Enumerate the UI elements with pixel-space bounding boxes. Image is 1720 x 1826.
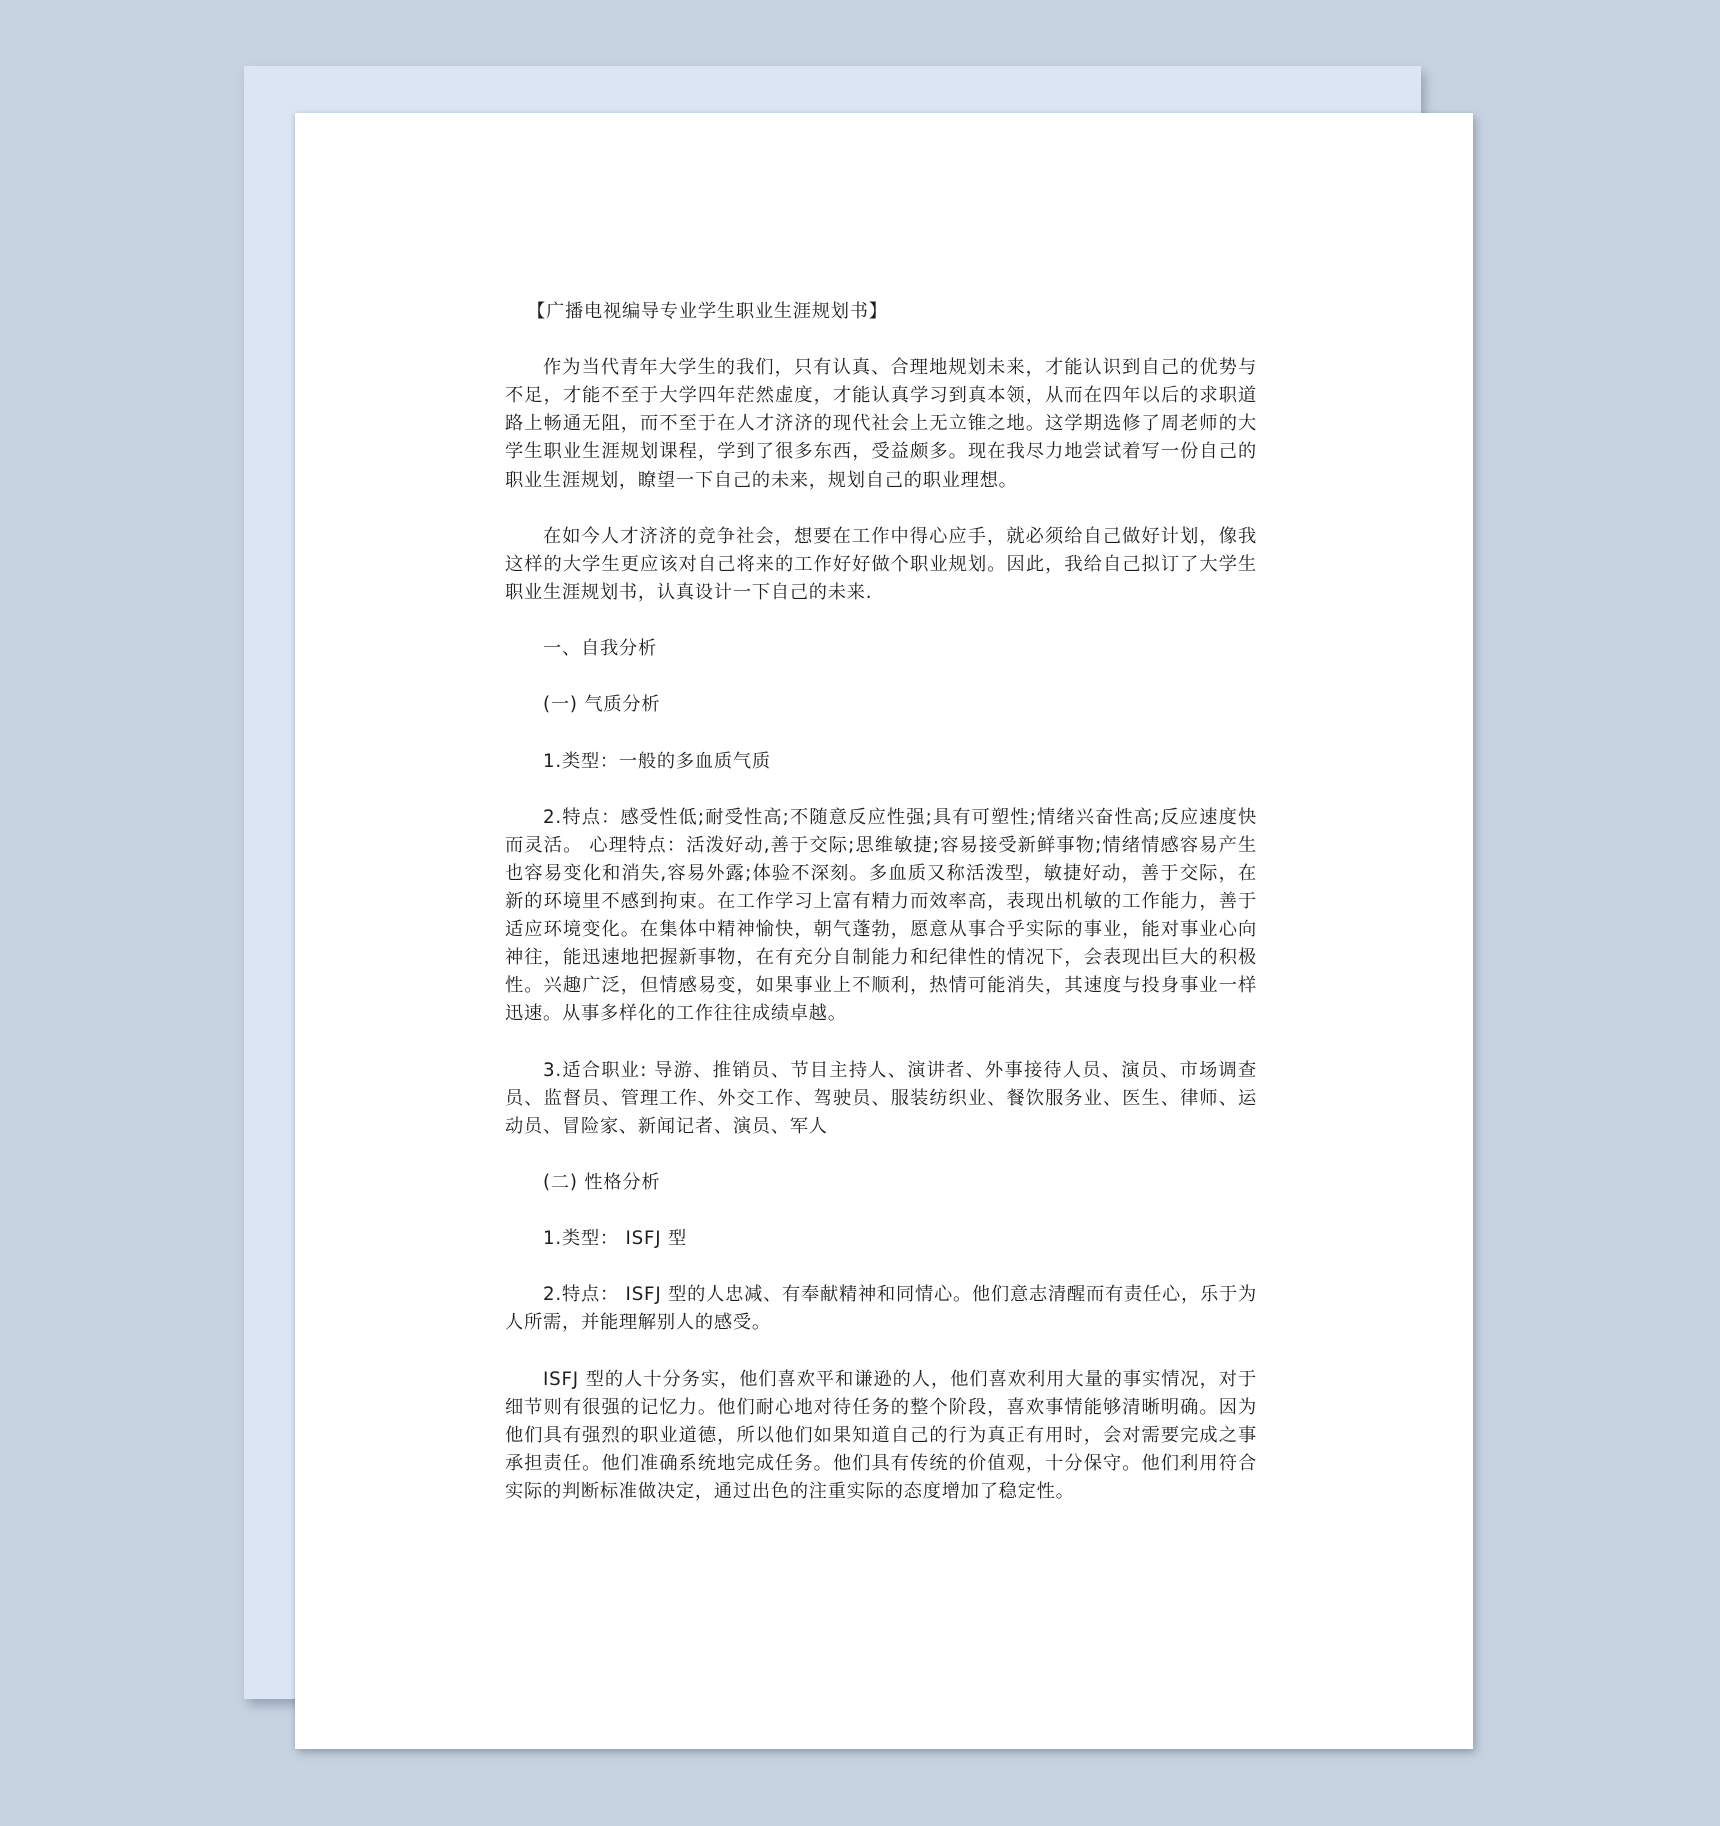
paragraph-intro: 作为当代青年大学生的我们，只有认真、合理地规划未来，才能认识到自己的优势与不足，才能不至于大学四年茫然虚度，才能认真学习到真本领，从而在四年以后的求职道路上畅通无阻，而不至于在人才济济的现代社会上无立锥之地。这学期选修了周老师的大学生职业生涯规划课程，学到了很多东西，受益颇多。现在我尽力地尝试着写一份自己的职业生涯规划，瞭望一下自己的未来，规划自己的职业理想。 bbox=[505, 357, 1257, 491]
paragraph-plan-purpose: 在如今人才济济的竞争社会，想要在工作中得心应手，就必须给自己做好计划，像我这样的大学生更应该对自己将来的工作好好做个职业规划。因此，我给自己拟订了大学生职业生涯规划书，认真设计一下自己的未来. bbox=[505, 525, 1257, 603]
document-body bbox=[505, 298, 1257, 1534]
heading-temperament-analysis: (一) 气质分析 bbox=[543, 694, 661, 716]
personality-type: 1.类型： ISFJ 型 bbox=[543, 1228, 687, 1250]
temperament-type: 1.类型：一般的多血质气质 bbox=[543, 750, 771, 772]
temperament-traits: 2.特点：感受性低;耐受性高;不随意反应性强;具有可塑性;情绪兴奋性高;反应速度快而灵活。 心理特点：活泼好动,善于交际;思维敏捷;容易接受新鲜事物;情绪情感容易产生也容易变化和消失,容易外露;体验不深刻。多血质又称活泼型，敏捷好动，善于交际，在新的环境里不感到拘束。在工作学习上富有精力而效率高，表现出机敏的工作能力，善于适应环境变化。在集体中精神愉快，朝气蓬勃，愿意从事合乎实际的事业，能对事业心向神往，能迅速地把握新事物，在有充分自制能力和纪律性的情况下，会表现出巨大的积极性。兴趣广泛，但情感易变，如果事业上不顺利，热情可能消失，其速度与投身事业一样迅速。从事多样化的工作往往成绩卓越。 bbox=[505, 806, 1257, 1025]
personality-traits: 2.特点： ISFJ 型的人忠减、有奉献精神和同情心。他们意志清醒而有责任心，乐于为人所需，并能理解别人的感受。 bbox=[505, 1284, 1257, 1334]
document-page bbox=[295, 113, 1473, 1749]
heading-personality-analysis: (二) 性格分析 bbox=[543, 1171, 661, 1193]
personality-description: ISFJ 型的人十分务实，他们喜欢平和谦逊的人，他们喜欢利用大量的事实情况，对于细节则有很强的记忆力。他们耐心地对待任务的整个阶段，喜欢事情能够清晰明确。因为他们具有强烈的职业道德，所以他们如果知道自己的行为真正有用时，会对需要完成之事承担责任。他们准确系统地完成任务。他们具有传统的价值观，十分保守。他们利用符合实际的判断标准做决定，通过出色的注重实际的态度增加了稳定性。 bbox=[505, 1368, 1257, 1502]
document-title: 【广播电视编导专业学生职业生涯规划书】 bbox=[527, 301, 888, 322]
suitable-careers: 3.适合职业: 导游、推销员、节目主持人、演讲者、外事接待人员、演员、市场调查员、监督员、管理工作、外交工作、驾驶员、服装纺织业、餐饮服务业、医生、律师、运动员、冒险家、新闻记者、演员、军人 bbox=[505, 1059, 1257, 1137]
heading-self-analysis: 一、自我分析 bbox=[543, 638, 657, 660]
